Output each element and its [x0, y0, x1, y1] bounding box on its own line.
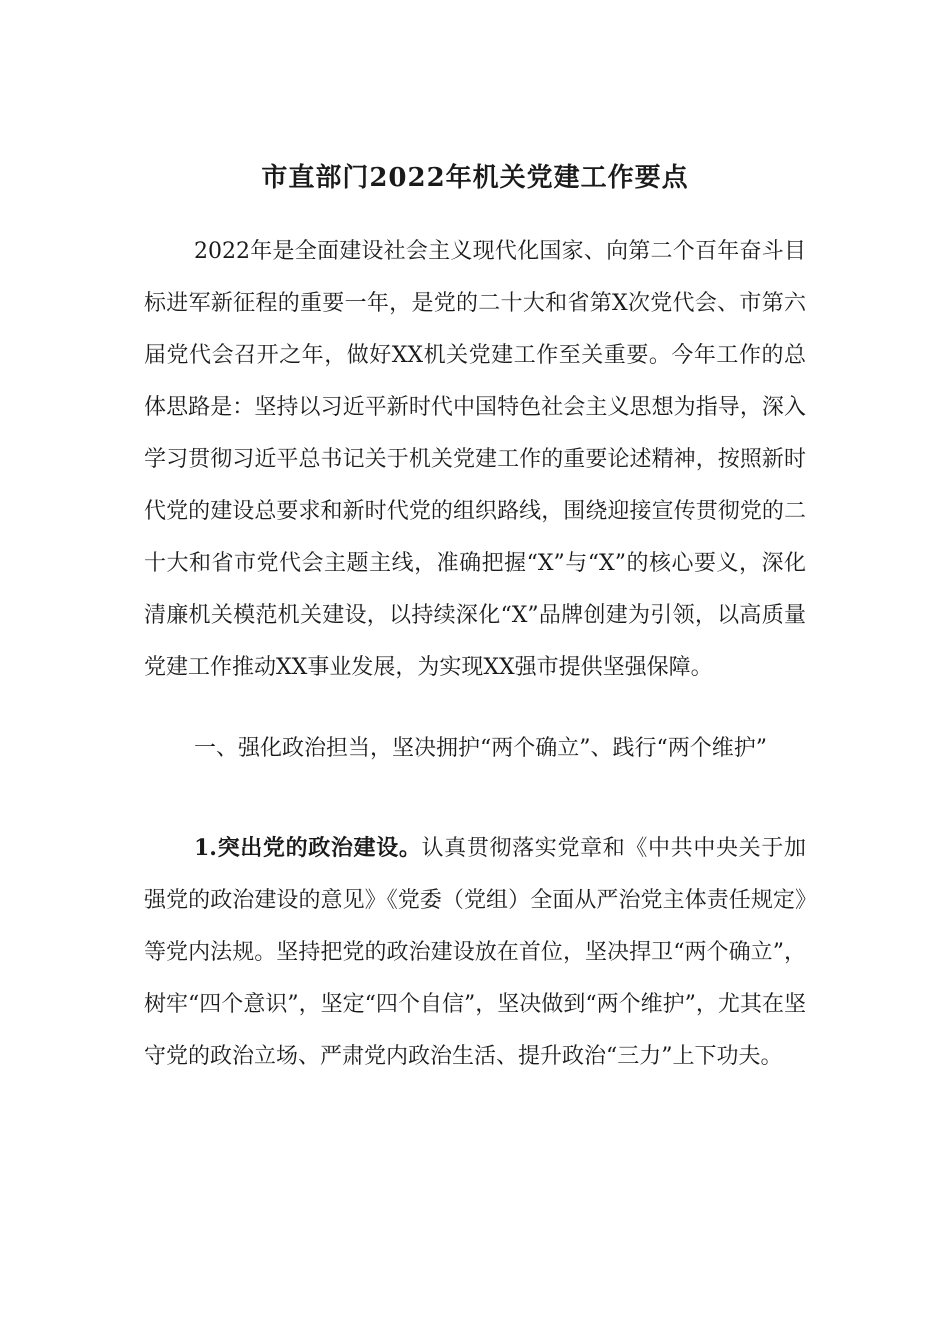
document-title: 市直部门2022年机关党建工作要点 [261, 163, 689, 193]
intro-paragraph: 2022年是全面建设社会主义现代化国家、向第二个百年奋斗目标进军新征程的重要一年，是党的二十大和省第X次党代会、市第六届党代会召开之年，做好XX机关党建工作至关重要。今年工作的总体思路是：坚持以习近平新时代中国特色社会主义思想为指导，深入学习贯彻习近平总书记关于机关党建工作的重要论述精神，按照新时代党的建设总要求和新时代党的组织路线，围绕迎接宣传贯彻党的二十大和省市党代会主题主线，准确把握“X”与“X”的核心要义，深化清廉机关模范机关建设，以持续深化“X”品牌创建为引领，以高质量党建工作推动XX事业发展，为实现XX强市提供坚强保障。 [144, 239, 806, 680]
item-lead: 1.突出党的政治建设。 [194, 835, 422, 861]
item-paragraph [144, 822, 806, 1083]
section-heading: 一、强化政治担当，坚决拥护“两个确立”、践行“两个维护” [194, 736, 767, 761]
item-text: 认真贯彻落实党章和《中共中央关于加强党的政治建设的意见》《党委（党组）全面从严治党主体责任规定》等党内法规。坚持把党的政治建设放在首位，坚决捍卫“两个确立”，树牢“四个意识”，坚定“四个自信”，坚决做到“两个维护”，尤其在坚守党的政治立场、严肃党内政治生活、提升政治“三力”上下功夫。 [144, 836, 806, 1069]
